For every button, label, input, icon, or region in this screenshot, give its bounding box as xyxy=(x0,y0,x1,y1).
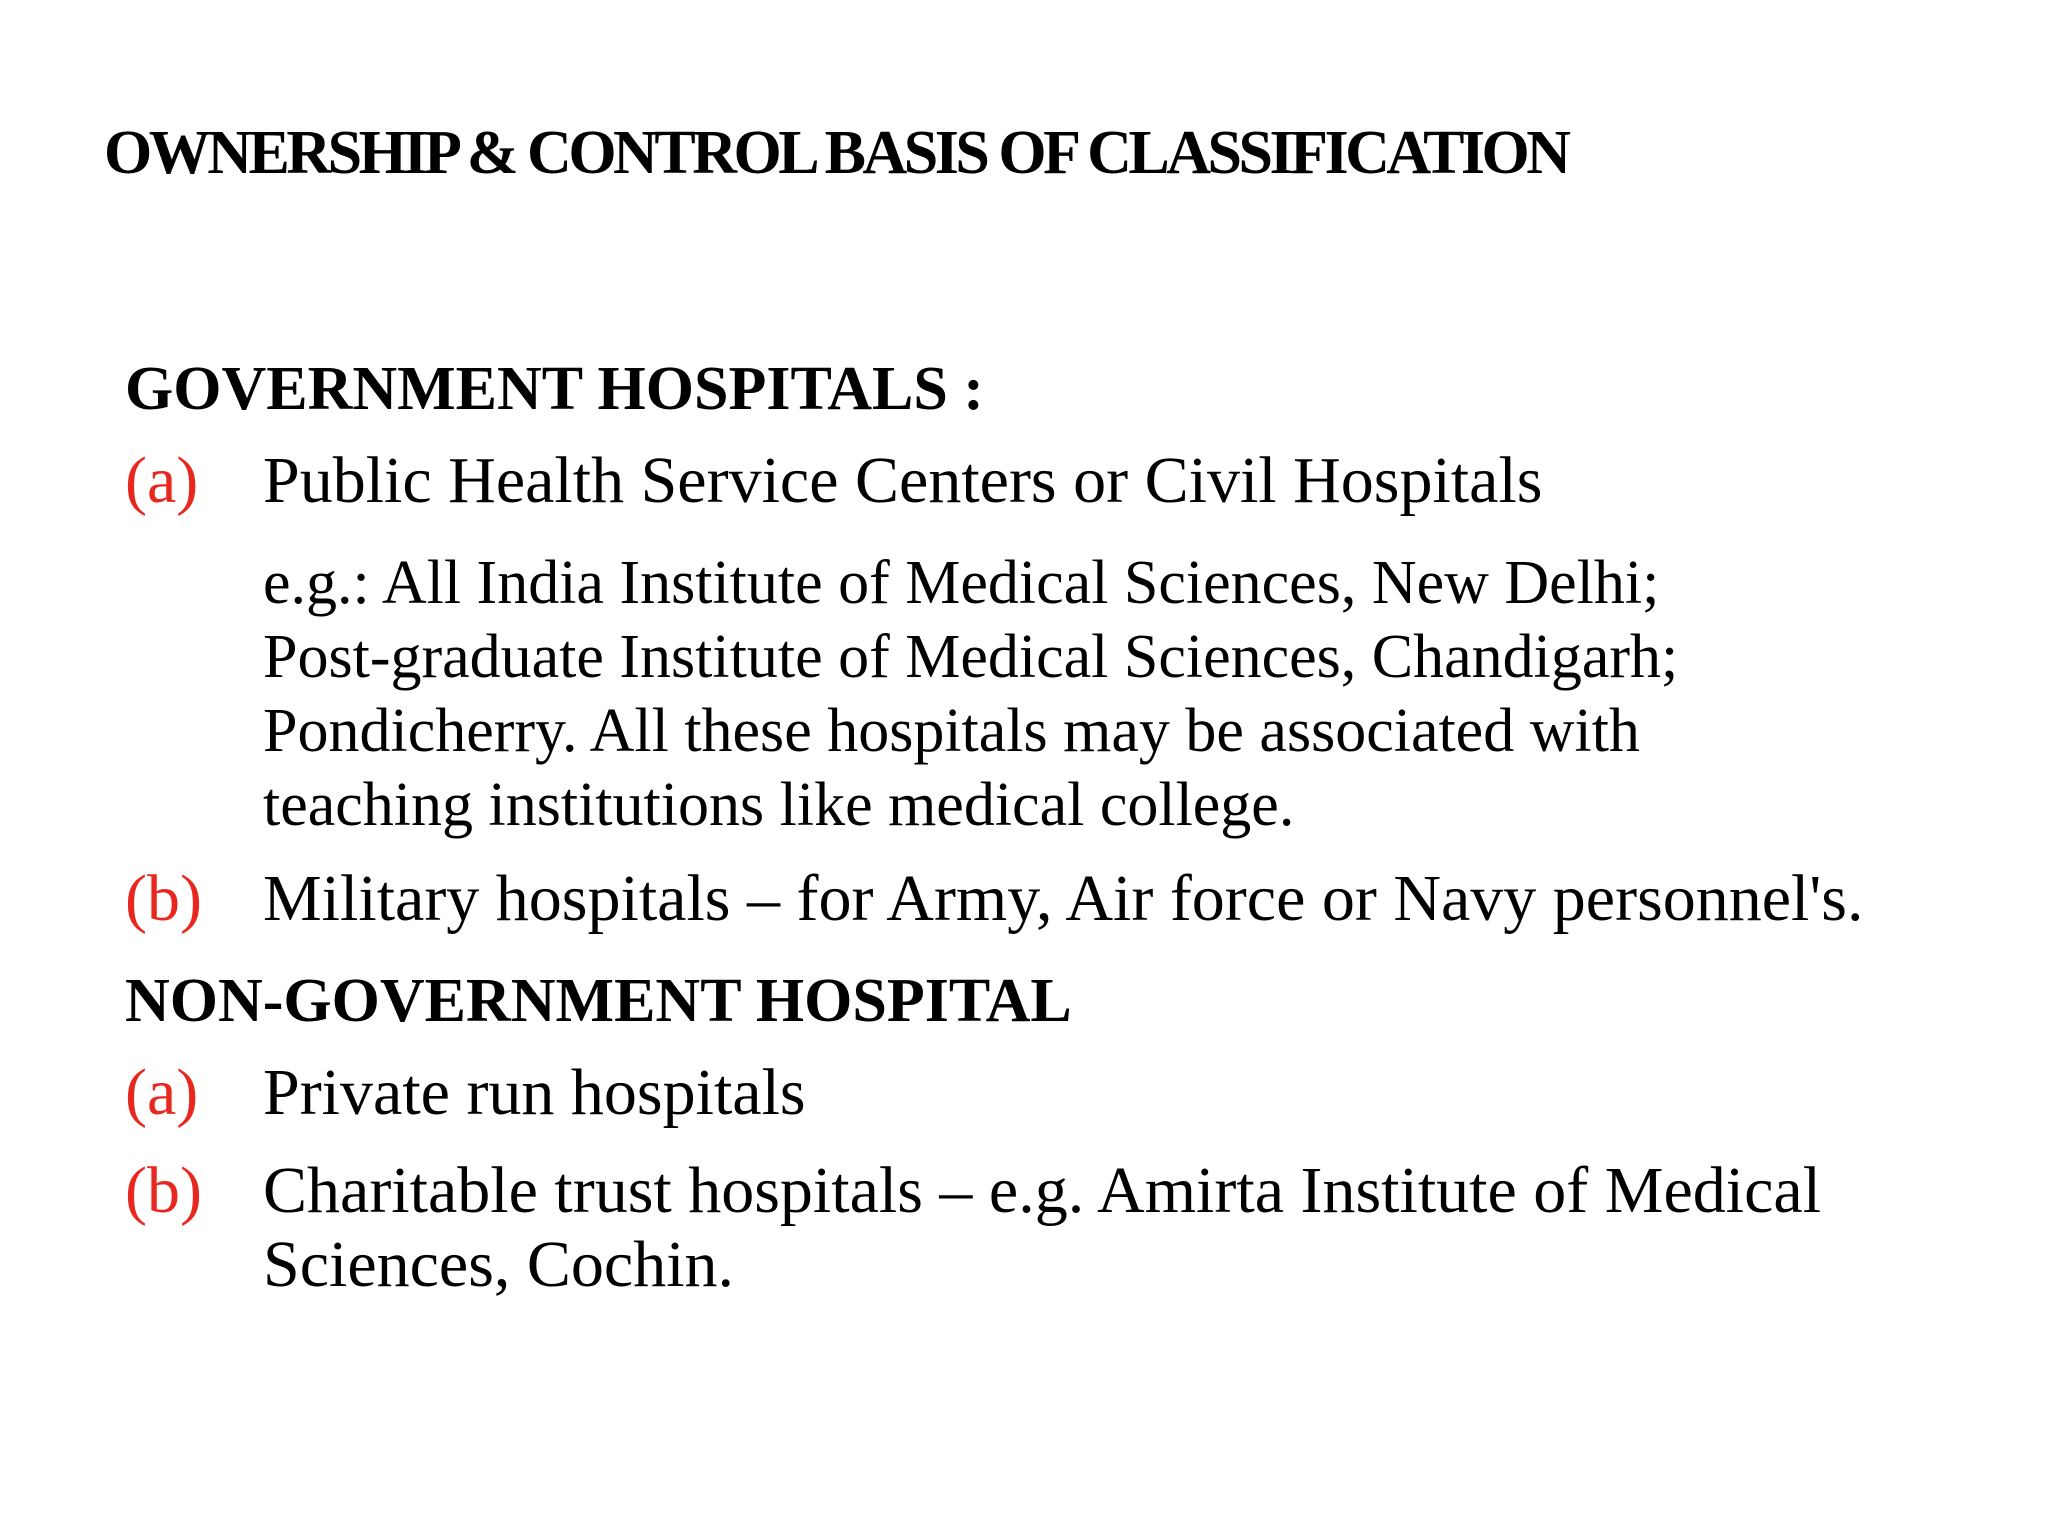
item-marker: (a) xyxy=(125,444,199,517)
non-government-hospital-heading: NON-GOVERNMENT HOSPITAL xyxy=(125,967,1072,1035)
item-marker: (a) xyxy=(125,1056,199,1129)
item-text: Public Health Service Centers or Civil Hospitals xyxy=(263,444,1543,517)
item-text-line: Sciences, Cochin. xyxy=(263,1228,735,1301)
item-marker: (b) xyxy=(125,1154,202,1227)
example-line: teaching institutions like medical college. xyxy=(263,771,1295,839)
item-text: Military hospitals – for Army, Air force or Navy personnel's. xyxy=(263,862,1864,935)
item-text xyxy=(263,1154,1821,1302)
item-marker: (b) xyxy=(125,862,202,935)
item-text: Private run hospitals xyxy=(263,1056,806,1129)
example-line: e.g.: All India Institute of Medical Sciences, New Delhi; xyxy=(263,549,1660,617)
example-line: Pondicherry. All these hospitals may be associated with xyxy=(263,697,1640,765)
government-hospitals-heading: GOVERNMENT HOSPITALS : xyxy=(125,355,984,423)
government-item-a-example xyxy=(263,546,1678,842)
item-text-line: Charitable trust hospitals – e.g. Amirta Institute of Medical xyxy=(263,1154,1822,1227)
example-line: Post-graduate Institute of Medical Sciences, Chandigarh; xyxy=(263,623,1679,691)
slide-title: OWNERSHIP & CONTROL BASIS OF CLASSIFICATION xyxy=(104,119,1568,187)
